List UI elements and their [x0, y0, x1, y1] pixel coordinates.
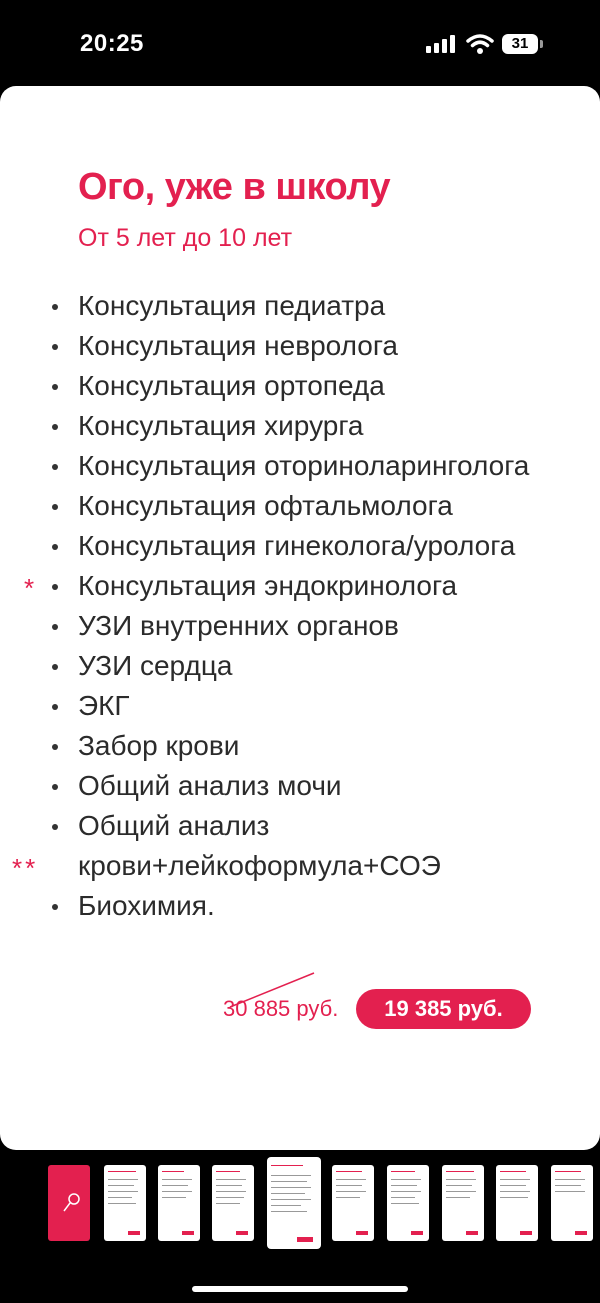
list-item: Консультация оториноларинголога	[0, 446, 600, 486]
home-indicator[interactable]	[192, 1286, 408, 1292]
bullet-icon	[52, 504, 58, 510]
bullet-icon	[52, 344, 58, 350]
clock: 20:25	[80, 30, 144, 57]
thumbnail-strip	[0, 1155, 600, 1255]
list-item: Забор крови	[0, 726, 600, 766]
list-item: ** крови+лейкоформула+СОЭ	[0, 846, 600, 886]
magnifier-icon	[48, 1165, 90, 1241]
thumbnail[interactable]	[104, 1165, 146, 1241]
bullet-icon	[52, 464, 58, 470]
bullet-icon	[52, 784, 58, 790]
bullet-icon	[52, 304, 58, 310]
battery-icon: 31	[502, 34, 538, 54]
thumbnail[interactable]	[442, 1165, 484, 1241]
bullet-icon	[52, 384, 58, 390]
wifi-icon	[466, 33, 494, 55]
list-item: Общий анализ	[0, 806, 600, 846]
list-item: УЗИ сердца	[0, 646, 600, 686]
bullet-icon	[52, 744, 58, 750]
strikethrough-line	[228, 971, 318, 1011]
bullet-icon	[52, 544, 58, 550]
content-card	[0, 86, 600, 1150]
thumbnail[interactable]	[212, 1165, 254, 1241]
list-item: Консультация педиатра	[0, 286, 600, 326]
age-range-subtitle: От 5 лет до 10 лет	[78, 224, 293, 252]
new-price-badge[interactable]: 19 385 руб.	[356, 989, 531, 1029]
bullet-icon	[52, 584, 58, 590]
bullet-icon	[52, 624, 58, 630]
double-asterisk-mark: **	[12, 853, 39, 883]
thumbnail[interactable]	[551, 1165, 593, 1241]
bullet-icon	[52, 704, 58, 710]
thumbnail[interactable]	[496, 1165, 538, 1241]
list-item: УЗИ внутренних органов	[0, 606, 600, 646]
thumbnail[interactable]	[332, 1165, 374, 1241]
list-item: Консультация офтальмолога	[0, 486, 600, 526]
list-item: Консультация ортопеда	[0, 366, 600, 406]
asterisk-mark: *	[24, 573, 35, 603]
thumbnail[interactable]	[158, 1165, 200, 1241]
status-bar	[0, 0, 600, 88]
bullet-icon	[52, 904, 58, 910]
list-item: Общий анализ мочи	[0, 766, 600, 806]
thumbnail[interactable]	[387, 1165, 429, 1241]
services-list	[0, 286, 600, 926]
list-item: Консультация гинеколога/уролога	[0, 526, 600, 566]
signal-icon	[426, 35, 456, 53]
thumbnail-cover[interactable]	[48, 1165, 90, 1241]
list-item: * Консультация эндокринолога	[0, 566, 600, 606]
list-item: ЭКГ	[0, 686, 600, 726]
bullet-icon	[52, 424, 58, 430]
bullet-icon	[52, 664, 58, 670]
old-price: 30 885 руб.	[223, 996, 339, 1021]
page-title: Ого, уже в школу	[78, 166, 391, 208]
list-item: Биохимия.	[0, 886, 600, 926]
bullet-icon	[52, 824, 58, 830]
thumbnail-selected[interactable]	[267, 1157, 321, 1249]
list-item: Консультация невролога	[0, 326, 600, 366]
list-item: Консультация хирурга	[0, 406, 600, 446]
